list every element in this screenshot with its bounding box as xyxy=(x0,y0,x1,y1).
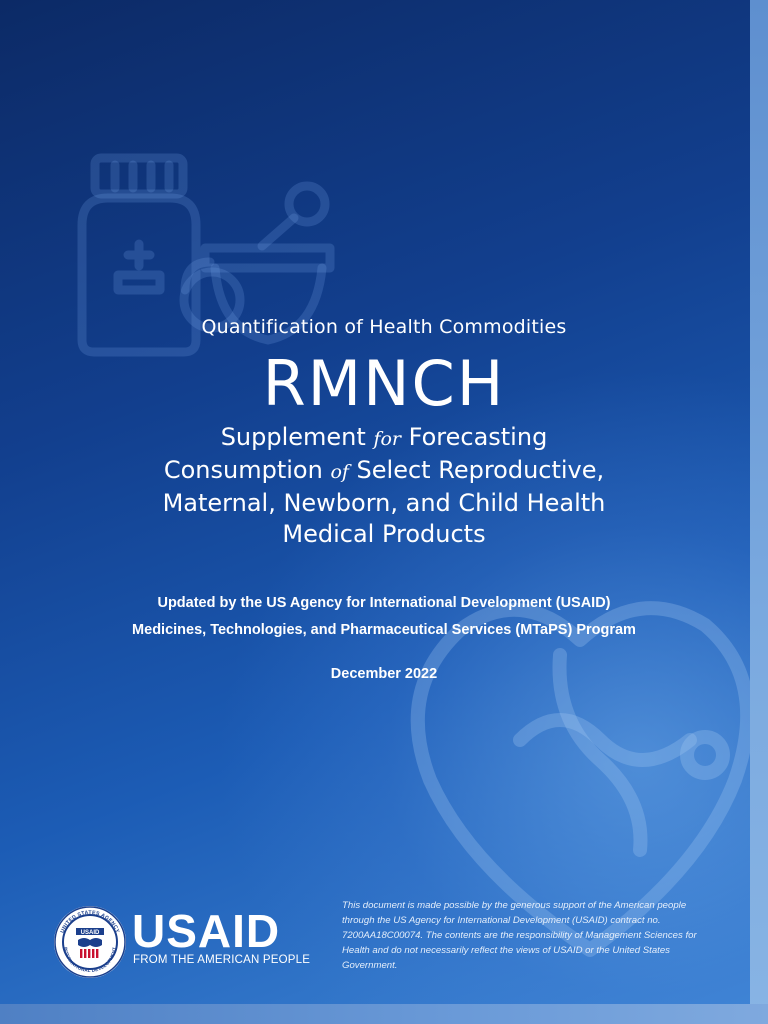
usaid-wordmark: USAID xyxy=(132,905,281,957)
updated-by-line-2: Medicines, Technologies, and Pharmaceutical Services (MTaPS) Program xyxy=(132,622,636,638)
right-edge-band xyxy=(750,0,768,1024)
supplement-title xyxy=(0,422,768,550)
usaid-tagline: FROM THE AMERICAN PEOPLE xyxy=(133,954,311,966)
funding-disclaimer: This document is made possible by the generous support of the American people through the US Agency for International Development (USAID) contract no. 7200AA18C00074. The contents are the responsibility of Management Sciences for Health and do not necessarily reflect the views of USAID or the United States Government. xyxy=(342,900,697,971)
main-title: RMNCH xyxy=(262,347,506,420)
usaid-seal-icon xyxy=(52,904,128,980)
supplement-line-2-a: Consumption xyxy=(163,456,331,484)
bottom-edge-band xyxy=(0,1004,768,1024)
svg-text:INTERNATIONAL DEVELOPMENT: INTERNATIONAL DEVELOPMENT xyxy=(63,946,118,974)
supplement-line-1-a: Supplement xyxy=(220,423,374,451)
supplement-line-4: Medical Products xyxy=(282,520,486,548)
supplement-line-1 xyxy=(0,422,768,455)
supplement-line-2 xyxy=(0,455,768,488)
supplement-line-2-b: Select Reproductive, xyxy=(348,456,605,484)
svg-text:USAID: USAID xyxy=(80,930,100,936)
series-title: Quantification of Health Commodities xyxy=(201,316,567,338)
supplement-line-3: Maternal, Newborn, and Child Health xyxy=(162,489,606,517)
publication-date: December 2022 xyxy=(330,666,438,682)
supplement-line-2-italic: of xyxy=(330,461,349,483)
svg-text:UNITED STATES AGENCY: UNITED STATES AGENCY xyxy=(59,909,121,934)
supplement-line-1-italic: for xyxy=(373,428,401,450)
supplement-line-1-b: Forecasting xyxy=(401,423,548,451)
updated-by xyxy=(0,590,768,644)
updated-by-line-1: Updated by the US Agency for International Development (USAID) xyxy=(157,595,611,611)
